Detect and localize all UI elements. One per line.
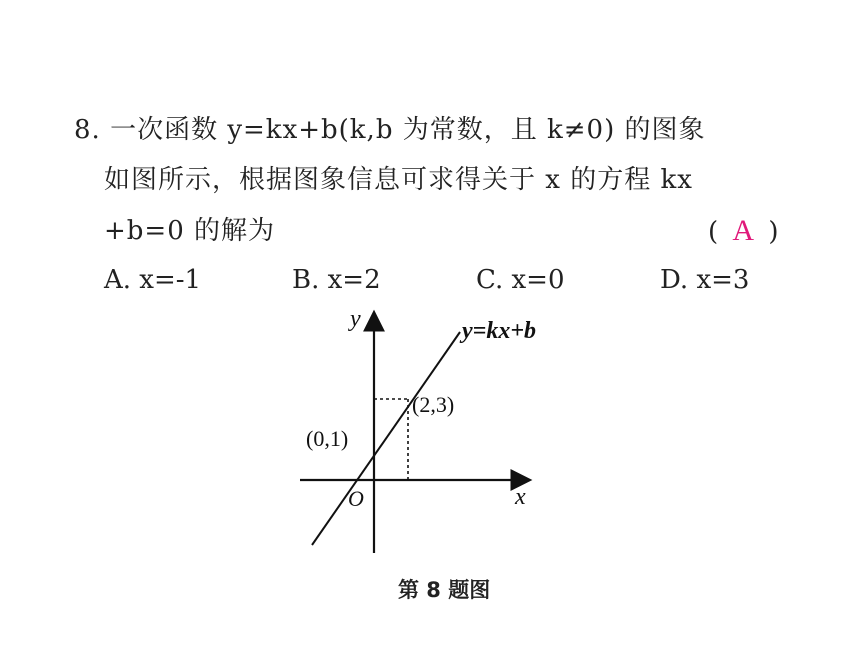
option-d: D. x=3 (660, 265, 750, 295)
question-line-3: +b=0 的解为 (104, 216, 276, 246)
option-b: B. x=2 (292, 265, 381, 295)
line-equation-label: y=kx+b (462, 318, 537, 344)
option-a: A. x=-1 (104, 265, 202, 295)
question-line-1: 8. 一次函数 y=kx+b(k,b 为常数，且 k≠0) 的图象 (74, 115, 706, 145)
figure-caption: 第 8 题图 (398, 578, 491, 602)
y-axis-label: y (350, 306, 361, 332)
answer-open-paren: ( (708, 217, 719, 247)
answer-letter: A (732, 214, 755, 247)
x-axis-label: x (515, 484, 526, 510)
question-line-2: 如图所示，根据图象信息可求得关于 x 的方程 kx (104, 165, 693, 195)
answer-close-paren: ) (768, 217, 779, 247)
origin-label: O (348, 486, 364, 511)
option-c: C. x=0 (476, 265, 565, 295)
point-2-3-label: (2,3) (412, 392, 455, 417)
point-0-1-label: (0,1) (306, 426, 349, 451)
